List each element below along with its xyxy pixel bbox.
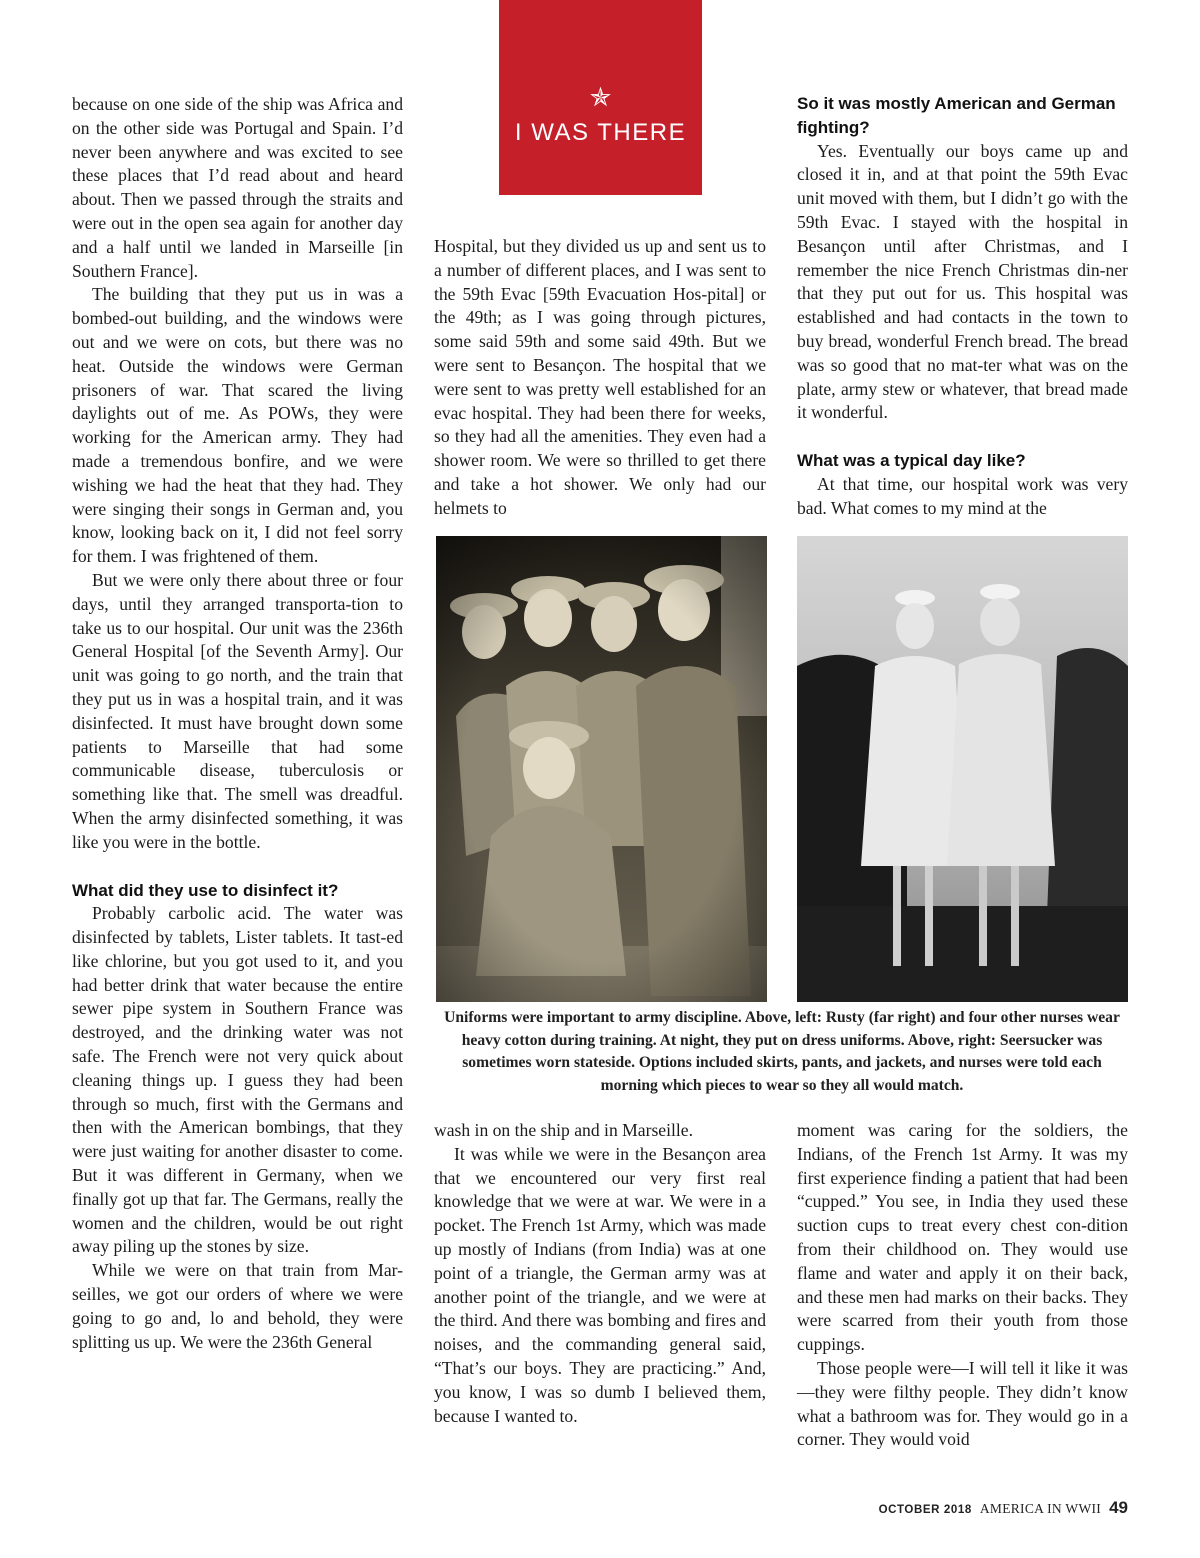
left-column: [72, 93, 403, 1354]
paragraph: The building that they put us in was a bombed-out building, and the windows were out and we were on cots, but there was no heat. Outside the windows were German prisoners of war. That scared the living daylights out of me. As POWs, they were working for the American army. They had made a tremendous bonfire, and we were wishing we had the heat that they had. They were singing their songs in German and, you know, looking back on it, I did not feel sorry for them. I was frightened of them.: [72, 284, 403, 567]
question-heading: What did they use to disinfect it?: [72, 880, 339, 900]
paragraph: because on one side of the ship was Africa and on the other side was Portugal and Spain. I’d never been anywhere and was excited to see these places that I’d read about and heard about. Then we passed through the straits and were out in the open sea again for another day and a half until we landed in Marseille [in Southern France].: [72, 94, 403, 281]
photo-nurses-training: [436, 536, 767, 1002]
section-label: I WAS THERE: [514, 119, 687, 146]
paragraph: moment was caring for the soldiers, the Indians, of the French 1st Army. It was my first experience finding a patient that had been “cupped.” You see, in India they used these suction cups to treat every chest con-dition from their childhood on. They would use flame and water and apply it on their back, and these men had marks on their backs. They were scarred from their youth from those cuppings.: [797, 1120, 1128, 1355]
right-column-top: [797, 92, 1128, 521]
paragraph: Yes. Eventually our boys came up and closed it in, and at that point the 59th Evac unit moved with them, but I didn’t go with the 59th Evac. I stayed with the hospital in Besançon until after Christmas, and I remember the nice French Christmas din-ner that they put out for us. This hospital was established and had contacts in the town to buy bread, wonderful French bread. The bread was so good that no mat-ter what was on the plate, army stew or whatever, that bread made it wonderful.: [797, 140, 1128, 423]
section-banner: [499, 0, 702, 195]
middle-column-top: [434, 235, 766, 521]
middle-column-bottom: [434, 1119, 766, 1428]
magazine-name: AMERICA IN WWII: [979, 1501, 1102, 1516]
right-column-bottom: [797, 1119, 1128, 1452]
page-number: 49: [1109, 1498, 1128, 1517]
page-footer: [879, 1498, 1128, 1518]
issue-date: OCTOBER 2018: [878, 1504, 972, 1516]
paragraph: While we were on that train from Mar-seilles, we got our orders of where we were going to go and, lo and behold, they were splitting us up. We were the 236th General: [72, 1260, 403, 1352]
paragraph: But we were only there about three or four days, until they arranged transporta-tion to take us to our hospital. Our unit was the 236th General Hospital [of the Seventh Army]. Our unit was going to go north, and the train that they put us in was a hospital train, and it was disinfected. It must have brought down some patients to Marseille that had some communicable disease, tuberculosis or something like that. The smell was dreadful. When the army disinfected something, it was like you were in the bottle.: [72, 569, 403, 852]
paragraph: wash in on the ship and in Marseille.: [434, 1120, 693, 1140]
paragraph: At that time, our hospital work was very bad. What comes to my mind at the: [797, 473, 1128, 518]
paragraph: Probably carbolic acid. The water was disinfected by tablets, Lister tablets. It tast-ed like chlorine, but you got used to it, and you had better drink that water because the entire sewer pipe system in Southern France was destroyed, and the drinking water was not safe. The French were not very quick about cleaning things up. I guess they had been through so much, first with the Germans and then with the American bombings, that they were just waiting for another disaster to come. But it was different in Germany, when we finally got up that far. The Germans, really the women and the children, would be out right away piling up the stones by size.: [72, 903, 403, 1257]
paragraph: Those people were—I will tell it like it was—they were filthy people. They didn’t know what a bathroom was for. They would go in a corner. They would void: [797, 1357, 1128, 1450]
question-heading: What was a typical day like?: [797, 451, 1026, 471]
question-heading: So it was mostly American and German fighting?: [797, 94, 1116, 137]
star-icon: ✯: [589, 83, 612, 113]
photo-caption: Uniforms were important to army discipline. Above, left: Rusty (far right) and four other nurses wear heavy cotton during training. At night, they put on dress uniforms. Above, right: Seersucker was sometimes worn stateside. Options included skirts, pants, and jackets, and nurses were told each morning which pieces to wear so they all would match.: [444, 1009, 1120, 1094]
photo-nurses-seersucker: [797, 536, 1128, 1002]
paragraph: It was while we were in the Besançon area that we encountered our very first real knowledge that we were at war. We were in a pocket. The French 1st Army, which was made up mostly of Indians (from India) was at one point of a triangle, the German army was at another point of the triangle, and we were at the third. And there was bombing and fires and noises, and the commanding general said, “That’s our boys. They are practicing.” And, you know, I was so dumb I believed them, because I wanted to.: [434, 1143, 766, 1426]
paragraph: Hospital, but they divided us up and sent us to a number of different places, and I was sent to the 59th Evac [59th Evacuation Hos-pital] or the 49th; as I was going through pictures, some said 59th and some said 49th. But we were sent to Besançon. The hospital that we were sent to was pretty well established for an evac hospital. They had been there for weeks, so they had all the amenities. They even had a shower room. We were so thrilled to get there and take a hot shower. We only had our helmets to: [434, 236, 766, 518]
